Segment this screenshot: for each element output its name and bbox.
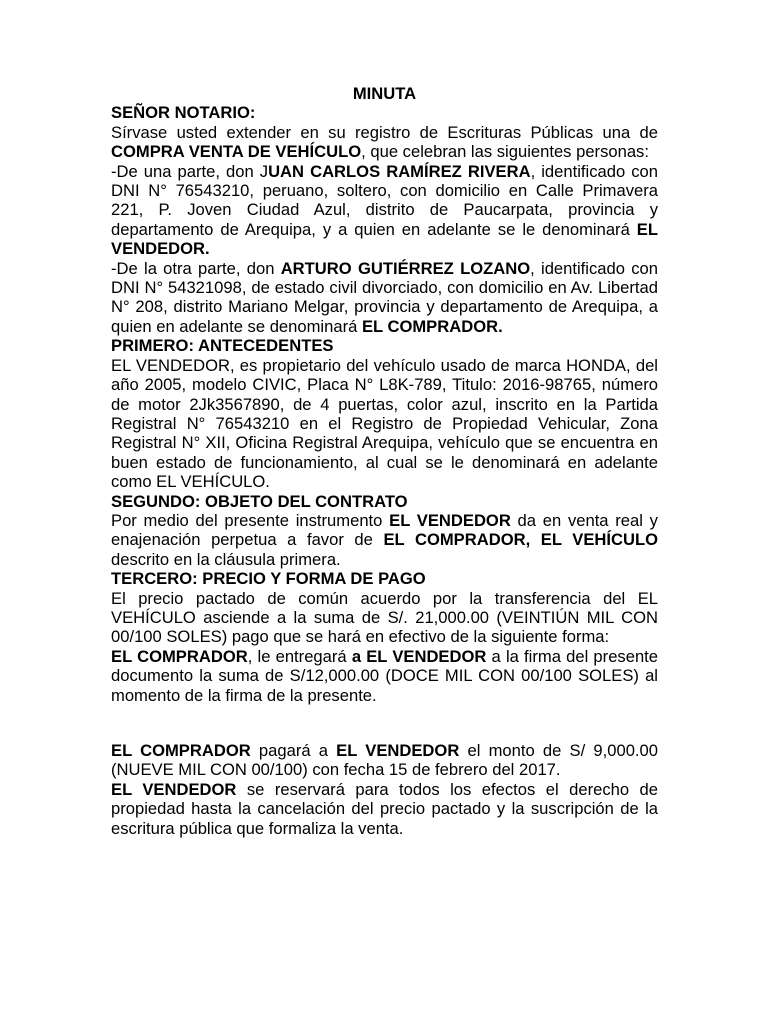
reservation-paragraph: EL VENDEDOR se reservará para todos los efectos el derecho de propiedad hasta la cancelación del precio pactado y la suscripción de la escritura pública que formaliza la venta. (111, 779, 658, 838)
clause-1-body: EL VENDEDOR, es propietario del vehículo usado de marca HONDA, del año 2005, modelo CIVIC, Placa N° L8K-789, Titulo: 2016-98765, número de motor 2Jk3567890, de 4 puertas, color azul, inscrito en la Partida Registral N° 76543210 en el Registro de Propiedad Vehicular, Zona Registral N° XII, Oficina Registral Arequipa, vehículo que se encuentra en buen estado de funcionamiento, al cual se le denominará en adelante como EL VEHÍCULO. (111, 355, 658, 492)
party-buyer-paragraph: -De la otra parte, don ARTURO GUTIÉRREZ LOZANO, identificado con DNI N° 54321098, de estado civil divorciado, con domicilio en Av. Libertad N° 208, distrito Mariano Melgar, provincia y departamento de Arequipa, a quien en adelante se denominará EL COMPRADOR. (111, 258, 658, 336)
clause-3-heading: TERCERO: PRECIO Y FORMA DE PAGO (111, 569, 426, 589)
clause-2-body: Por medio del presente instrumento EL VENDEDOR da en venta real y enajenación perpetua a favor de EL COMPRADOR, EL VEHÍCULO descrito en la cláusula primera. (111, 510, 658, 569)
payment-1-paragraph: EL COMPRADOR, le entregará a EL VENDEDOR a la firma del presente documento la suma de S/12,000.00 (DOCE MIL CON 00/100 SOLES) al momento de la firma de la presente. (111, 646, 659, 705)
party-seller-paragraph: -De una parte, don JUAN CARLOS RAMÍREZ RIVERA, identificado con DNI N° 76543210, peruano, soltero, con domicilio en Calle Primavera 221, P. Joven Ciudad Azul, distrito de Paucarpata, provincia y departamento de Arequipa, y a quien en adelante se le denominará EL VENDEDOR. (111, 161, 658, 259)
document-body (111, 84, 658, 838)
payment-2-paragraph: EL COMPRADOR pagará a EL VENDEDOR el monto de S/ 9,000.00 (NUEVE MIL CON 00/100) con fecha 15 de febrero del 2017. (111, 741, 658, 780)
clause-3-body: El precio pactado de común acuerdo por la transferencia del EL VEHÍCULO asciende a la suma de S/. 21,000.00 (VEINTIÚN MIL CON 00/100 SOLES) pago que se hará en efectivo de la siguiente forma: (111, 588, 658, 647)
intro-paragraph: Sírvase usted extender en su registro de Escrituras Públicas una de COMPRA VENTA DE VEHÍCULO, que celebran las siguientes personas: (111, 122, 658, 162)
clause-1-heading: PRIMERO: ANTECEDENTES (111, 336, 334, 356)
salutation: SEÑOR NOTARIO: (111, 103, 256, 123)
paragraph-gap (111, 705, 658, 741)
clause-2-heading: SEGUNDO: OBJETO DEL CONTRATO (111, 491, 408, 511)
document-title: MINUTA (352, 84, 417, 103)
